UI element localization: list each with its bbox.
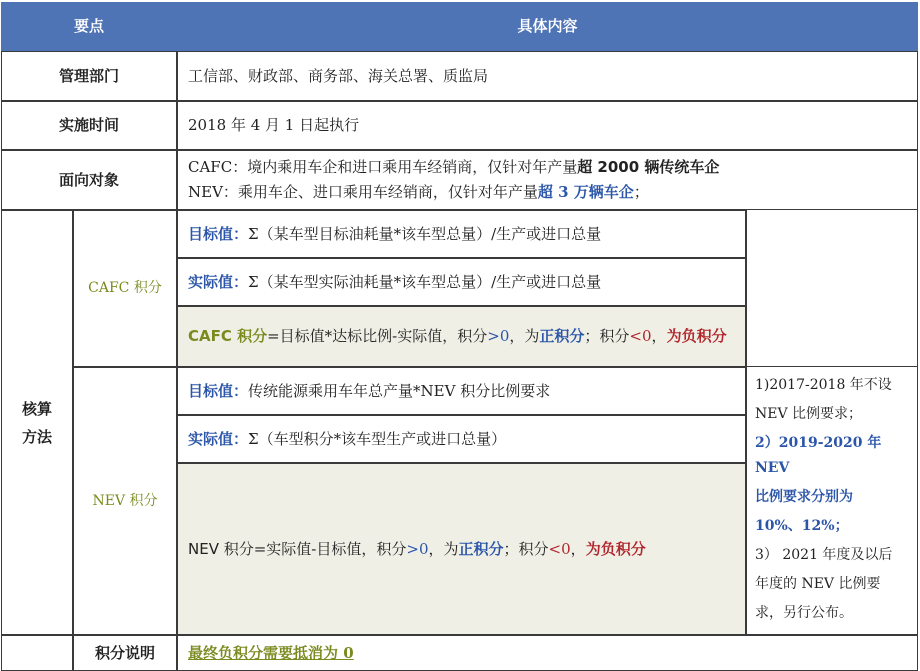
nev-actual-key: 实际值： <box>188 429 249 448</box>
cafc-actual-text: Σ（某车型实际油耗量*该车型总量）/生产或进口总量 <box>248 272 602 291</box>
target-cafc-threshold: 超 2000 辆传统车企 <box>577 158 720 176</box>
nev-actual-row <box>177 415 746 463</box>
label-method <box>1 210 73 635</box>
cafc-actual-key: 实际值： <box>188 272 249 291</box>
note-3c: 求，另行公布。 <box>755 605 853 621</box>
target-nev-threshold: 超 3 万辆车企 <box>537 183 634 201</box>
target-content <box>177 150 918 210</box>
explain-text: 最终负积分需要抵消为 0 <box>188 643 354 662</box>
cafc-score-text2: ，为 <box>509 327 540 345</box>
method-bottom-left <box>1 635 73 671</box>
nev-target-row <box>177 367 746 415</box>
explain-content <box>177 635 918 671</box>
note-1b: NEV 比例要求； <box>755 406 863 422</box>
nev-score-text1: =实际值-目标值，积分 <box>253 539 407 558</box>
note-2b: 比例要求分别为 <box>755 489 853 505</box>
label-explain: 积分说明 <box>73 635 177 671</box>
label-management: 管理部门 <box>1 51 177 101</box>
note-3b: 年度的 NEV 比例要 <box>755 576 881 592</box>
cafc-target-text: Σ（某车型目标油耗量*该车型总量）/生产或进口总量 <box>248 224 602 243</box>
cafc-score-gt: >0 <box>487 327 510 345</box>
cafc-target-row <box>177 210 746 258</box>
note-1a: 1)2017-2018 年不设 <box>755 377 892 393</box>
header-key-point: 要点 <box>1 2 177 51</box>
nev-target-key: 目标值： <box>188 381 249 400</box>
note-2a: 2）2019-2020 年 NEV <box>755 435 882 476</box>
label-target: 面向对象 <box>1 150 177 210</box>
nev-score-row <box>177 463 746 635</box>
nev-score-positive: 正积分 <box>458 539 504 558</box>
nev-score-negative: 为负积分 <box>585 539 646 558</box>
cafc-score-row <box>177 306 746 367</box>
label-method-line1: 核算 <box>21 399 52 418</box>
nev-actual-text: Σ（车型积分*该车型生产或进口总量） <box>248 429 507 448</box>
label-cafc: CAFC 积分 <box>73 210 177 367</box>
nev-score-text2: ，为 <box>428 539 459 558</box>
cafc-score-text4: ， <box>651 327 667 345</box>
cafc-score-text1: =目标值*达标比例-实际值，积分 <box>267 327 488 345</box>
cafc-score-text3: ；积分 <box>584 327 630 345</box>
nev-score-text4: ， <box>570 539 586 558</box>
nev-score-key: NEV 积分 <box>188 539 254 558</box>
label-nev: NEV 积分 <box>73 367 177 635</box>
target-line-nev <box>188 180 649 205</box>
target-nev-suffix: ； <box>633 183 649 201</box>
label-method-line2: 方法 <box>21 427 52 446</box>
note-2c: 10%、12%； <box>755 518 849 534</box>
label-timing: 实施时间 <box>1 101 177 150</box>
target-cafc-text: CAFC：境内乘用车企和进口乘用车经销商，仅针对年产量 <box>188 158 578 176</box>
nev-target-text: 传统能源乘用车年总产量*NEV 积分比例要求 <box>248 381 551 400</box>
nev-score-lt: <0 <box>548 539 571 558</box>
cafc-score-positive: 正积分 <box>539 327 585 345</box>
cafc-score-key: CAFC 积分 <box>188 327 268 345</box>
nev-score-gt: >0 <box>406 539 429 558</box>
cafc-score-negative: 为负积分 <box>666 327 727 345</box>
header-detail: 具体内容 <box>177 2 918 51</box>
note-3a: 3） 2021 年度及以后 <box>755 547 893 563</box>
cafc-target-key: 目标值： <box>188 224 249 243</box>
target-line-cafc <box>188 155 719 180</box>
management-content: 工信部、财政部、商务部、海关总署、质监局 <box>177 51 918 101</box>
notes-blank-cell <box>746 210 918 367</box>
cafc-actual-row <box>177 258 746 306</box>
nev-ratio-notes <box>746 367 918 635</box>
nev-score-text3: ；积分 <box>503 539 549 558</box>
timing-content: 2018 年 4 月 1 日起执行 <box>177 101 918 150</box>
cafc-score-lt: <0 <box>629 327 652 345</box>
target-nev-text: NEV：乘用车企、进口乘用车经销商，仅针对年产量 <box>188 183 538 201</box>
